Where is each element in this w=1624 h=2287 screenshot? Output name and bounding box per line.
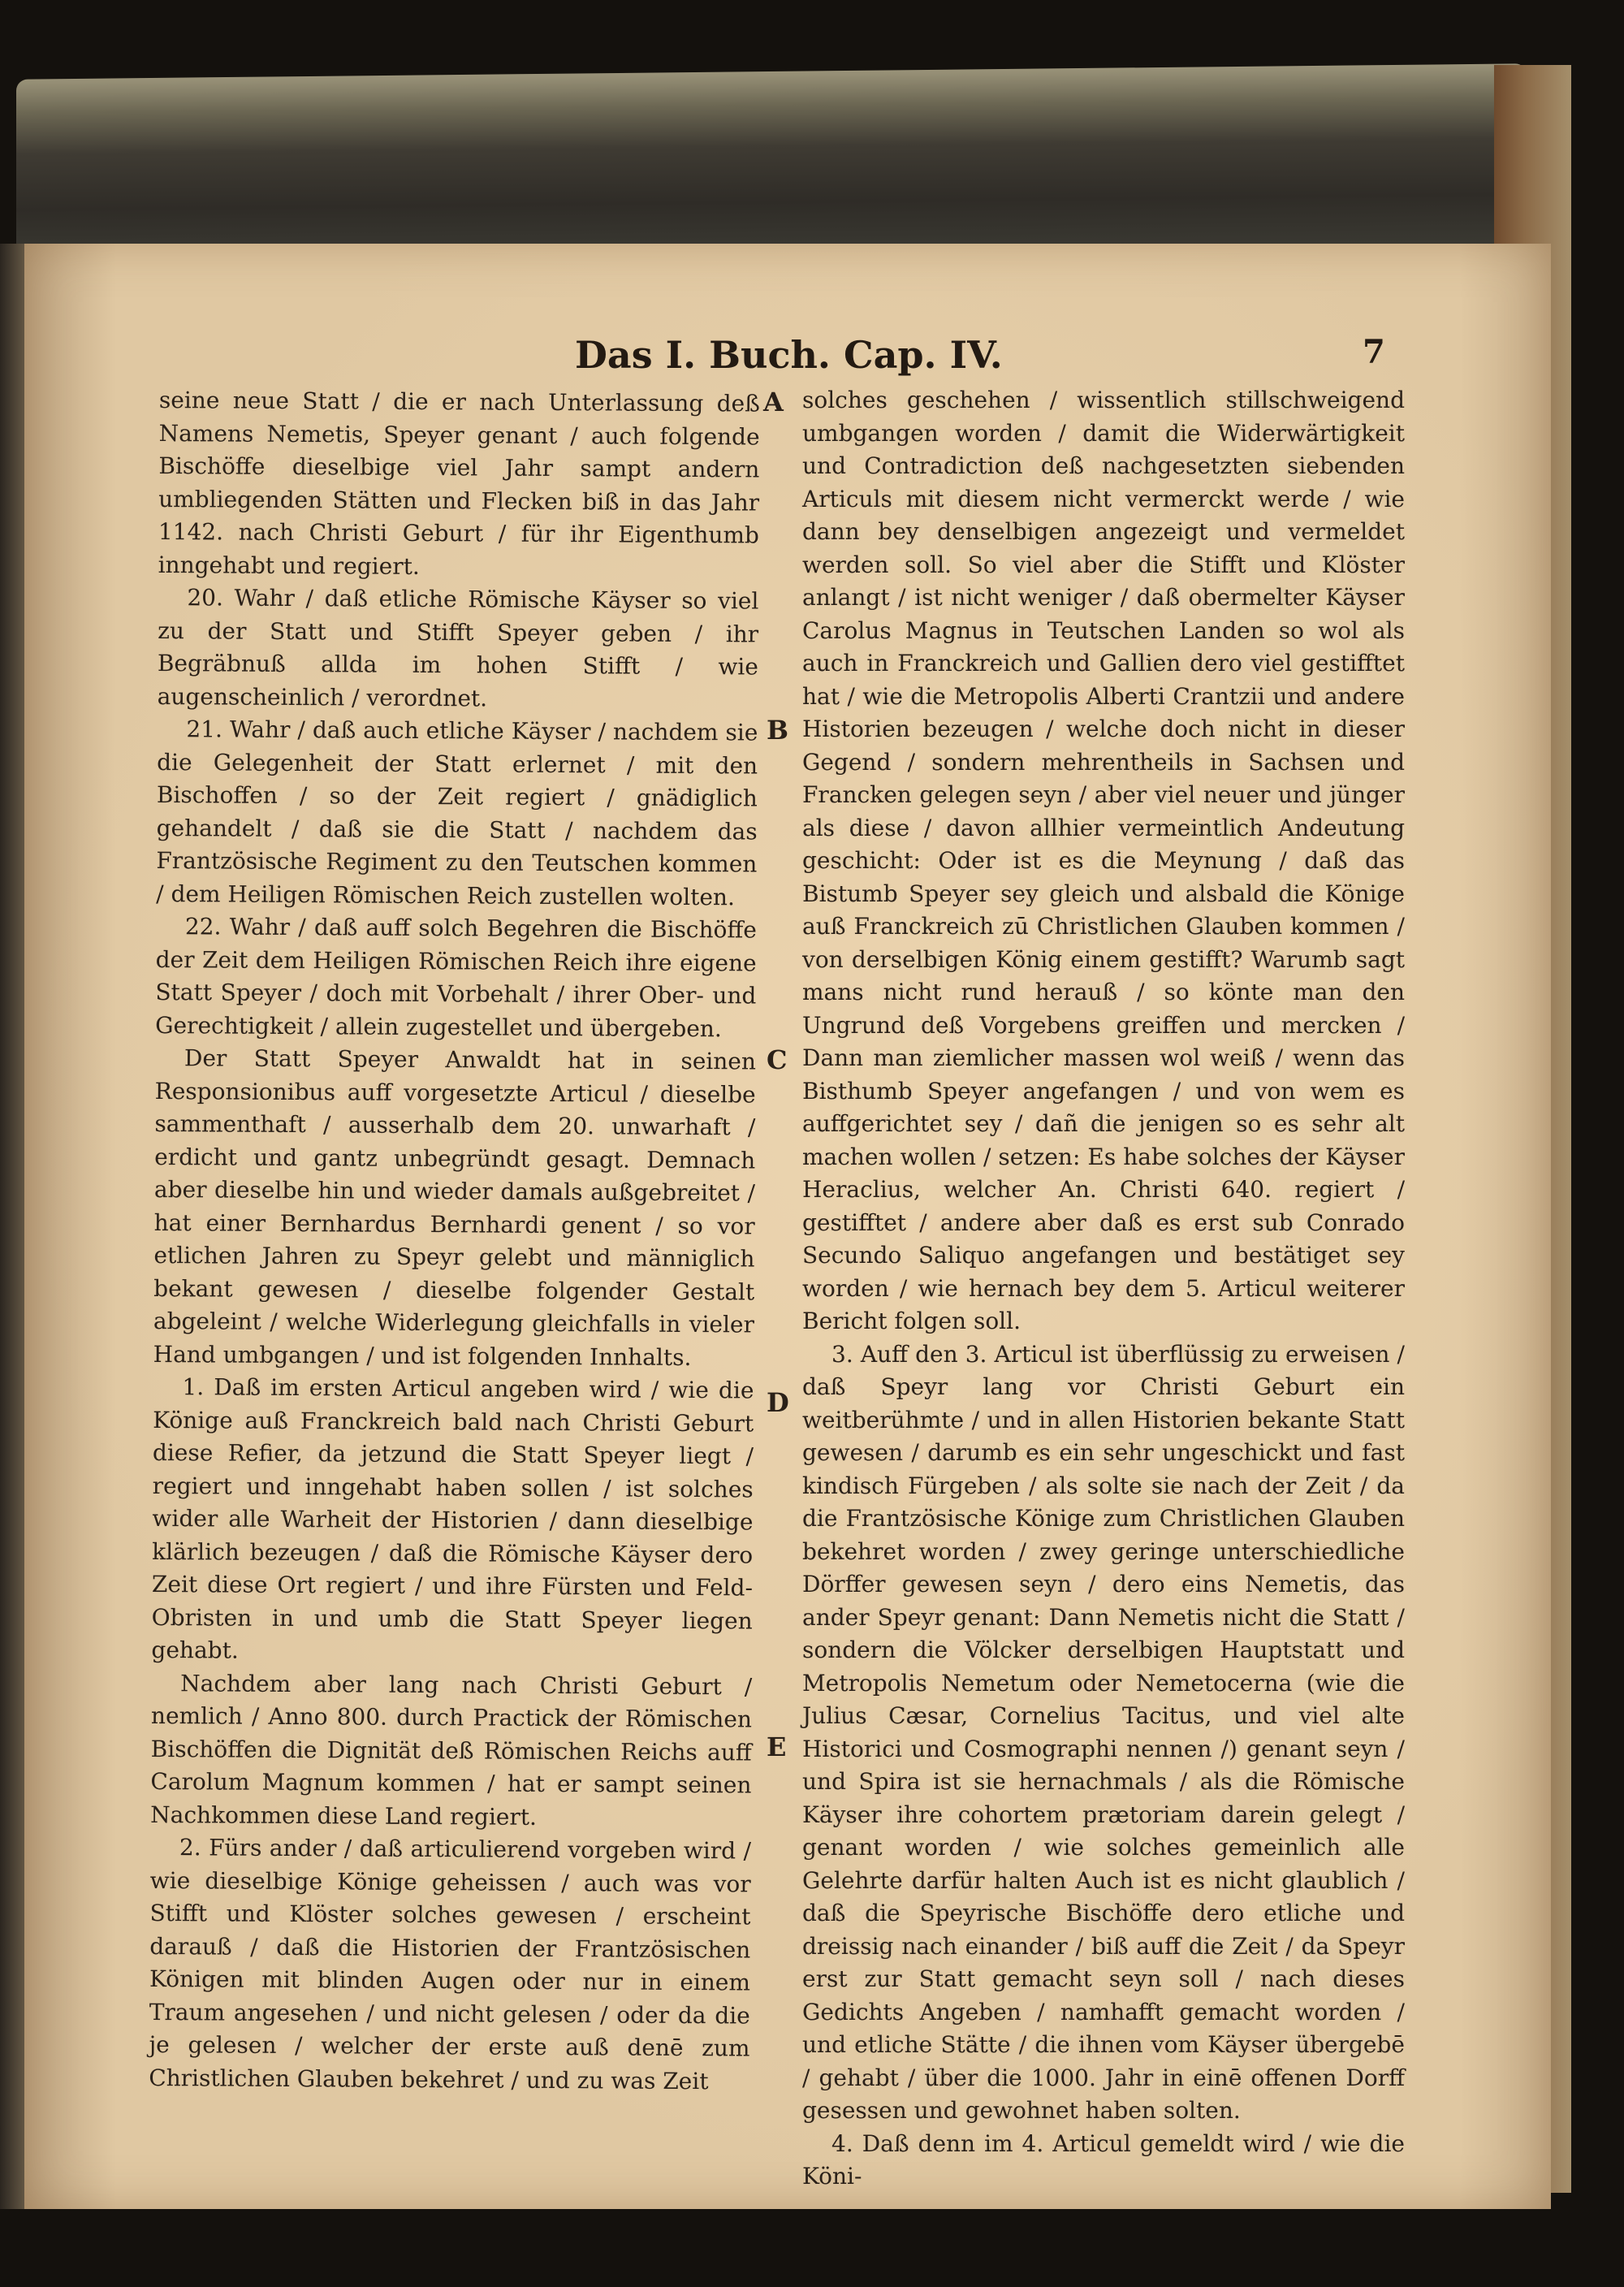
margin-letter-a: A	[763, 387, 784, 417]
paragraph: 22. Wahr / daß auff solch Begehren die Bischöffe der Zeit dem Heiligen Römischen Reich ihre eigene Statt Speyer / doch mit Vorbehalt / ihrer Ober- und Gerechtigkeit / allein zugestellet und übergeben.	[155, 913, 758, 1042]
paragraph: Nachdem aber lang nach Christi Geburt / nemlich / Anno 800. durch Practick der Römischen Bischöffen die Dignität deß Römischen Reichs auff Carolum Magnum kommen / hat er sampt seinen Nachkommen diese Land regiert.	[150, 1669, 753, 1831]
paragraph: 21. Wahr / daß auch etliche Käyser / nachdem sie die Gelegenheit der Statt erlernet / mit den Bischoffen / so der Zeit regiert / gnädiglich gehandelt / daß sie die Statt / nachdem das Frantzösische Regiment zu den Teutschen kommen / dem Heiligen Römischen Reich zustellen wolten.	[156, 715, 758, 910]
left-column	[149, 384, 760, 2098]
paragraph: 20. Wahr / daß etliche Römische Käyser so viel zu der Statt und Stifft Speyer geben / ihr Begräbnuß allda im hohen Stifft / wie augenscheinlich / verordnet.	[157, 584, 759, 711]
margin-letter-d: D	[767, 1387, 789, 1418]
book-top-edge	[16, 63, 1527, 266]
page-header	[0, 333, 1624, 382]
paragraph: 1. Daß im ersten Articul angeben wird / wie die Könige auß Franckreich bald nach Christi Geburt diese Refier, da jetzund die Statt Speyer liegt / regiert und inngehabt haben sollen / ist solches wider alle Warheit der Historien / dann dieselbige klärlich bezeugen / daß die Römische Käyser dero Zeit diese Ort regiert / und ihre Fürsten und Feld-Obristen in und umb die Statt Speyer liegen gehabt.	[151, 1373, 754, 1664]
running-title: Das I. Buch. Cap. IV.	[575, 333, 1003, 377]
page-number: 7	[1363, 333, 1385, 371]
margin-letter-e: E	[767, 1731, 787, 1762]
margin-letter-b: B	[767, 715, 789, 746]
margin-letter-c: C	[767, 1044, 788, 1075]
paragraph: Der Statt Speyer Anwaldt hat in seinen Responsionibus auff vorgesetzte Articul / dieselbe sammenthaft / ausserhalb dem 20. unwarhaft / erdicht und gantz unbegründt gesagt. Demnach aber dieselbe hin und wieder damals außgebreitet / hat einer Bernhardus Bernhardi genent / so vor etlichen Jahren zu Speyr gelebt und männiglich bekant gewesen / dieselbe folgender Gestalt abgeleint / welche Widerlegung gleichfalls in vieler Hand umbgangen / und ist folgenden Innhalts.	[153, 1044, 757, 1371]
paragraph: 4. Daß denn im 4. Articul gemeldt wird / wie die Köni-	[802, 2129, 1405, 2190]
paragraph: solches geschehen / wissentlich stillschweigend umbgangen worden / damit die Widerwärtigkeit und Contradiction deß nachgesetzten siebenden Articuls mit diesem nicht vermerckt werde / wie dann bey denselbigen angezeigt und vermeldet werden soll. So viel aber die Stifft und Klöster anlangt / ist nicht weniger / daß obermelter Käyser Carolus Magnus in Teutschen Landen so wol als auch in Franckreich und Gallien dero viel gestifftet hat / wie die Metropolis Alberti Crantzii und andere Historien bezeugen / welche doch nicht in dieser Gegend / sondern mehrentheils in Sachsen und Francken gelegen seyn / aber viel neuer und jünger als diese / davon allhier vermeintlich Andeutung geschicht: Oder ist es die Meynung / daß das Bistumb Speyer sey gleich und alsbald die Könige auß Franckreich zū Christlichen Glauben kommen / von derselbigen König einem gestifft? Warumb sagt mans nicht rund herauß / so könte man den Ungrund deß Vorgebens greiffen und mercken / Dann man ziemlicher massen wol weiß / wenn das Bisthumb Speyer angefangen / und von wem es auffgerichtet sey / dañ die jenigen so es sehr alt machen wollen / setzen: Es habe solches der Käyser Heraclius, welcher An. Christi 640. regiert / gestifftet / andere aber daß es erst sub Conrado Secundo Saliquo angefangen und bestätiget sey worden / wie hernach bey dem 5. Articul weiterer Bericht folgen soll.	[802, 387, 1405, 1334]
right-column	[802, 384, 1405, 2194]
gutter-shadow	[0, 244, 28, 2209]
paragraph: seine neue Statt / die er nach Unterlassung deß Namens Nemetis, Speyer genant / auch folgende Bischöffe dieselbige viel Jahr sampt andern umbliegenden Stätten und Flecken biß in das Jahr 1142. nach Christi Geburt / für ihr Eigenthumb inngehabt und regiert.	[158, 386, 760, 580]
paragraph: 3. Auff den 3. Articul ist überflüssig zu erweisen / daß Speyr lang vor Christi Geburt ein weitberühmte / und in allen Historien bekante Statt gewesen / darumb es ein sehr ungeschickt und fast kindisch Fürgeben / als solte sie nach der Zeit / da die Frantzösische Könige zum Christlichen Glauben bekehret worden / zwey geringe unterschiedliche Dörffer gewesen seyn / dero eins Nemetis, das ander Speyr genant: Dann Nemetis nicht die Statt / sondern die Völcker derselbigen Hauptstatt und Metropolis Nemetum oder Nemetocerna (wie die Julius Cæsar, Cornelius Tacitus, und viel alte Historici und Cosmographi nennen /) genant seyn / und Spira ist sie hernachmals / als die Römische Käyser ihre cohortem prætoriam darein gelegt / genant worden / wie solches gemeinlich alle Gelehrte darfür halten Auch ist es nicht glaublich / daß die Speyrische Bischöffe dero etliche und dreissig nach einander / biß auff die Zeit / da Speyr erst zur Statt gemacht seyn soll / nach dieses Gedichts Angeben / namhafft gemacht worden / und etliche Stätte / die ihnen vom Käyser übergebē / gehabt / über die 1000. Jahr in einē offenen Dorff gesessen und gewohnet haben solten.	[802, 1340, 1405, 2124]
paragraph: 2. Fürs ander / daß articulierend vorgeben wird / wie dieselbige Könige geheissen / auch was vor Stifft und Klöster solches gewesen / erscheint darauß / daß die Historien der Frantzösischen Königen mit blinden Augen oder nur in einem Traum angesehen / und nicht gelesen / oder da die je gelesen / welcher der erste auß denē zum Christlichen Glauben bekehret / und zu was Zeit	[149, 1834, 752, 2095]
